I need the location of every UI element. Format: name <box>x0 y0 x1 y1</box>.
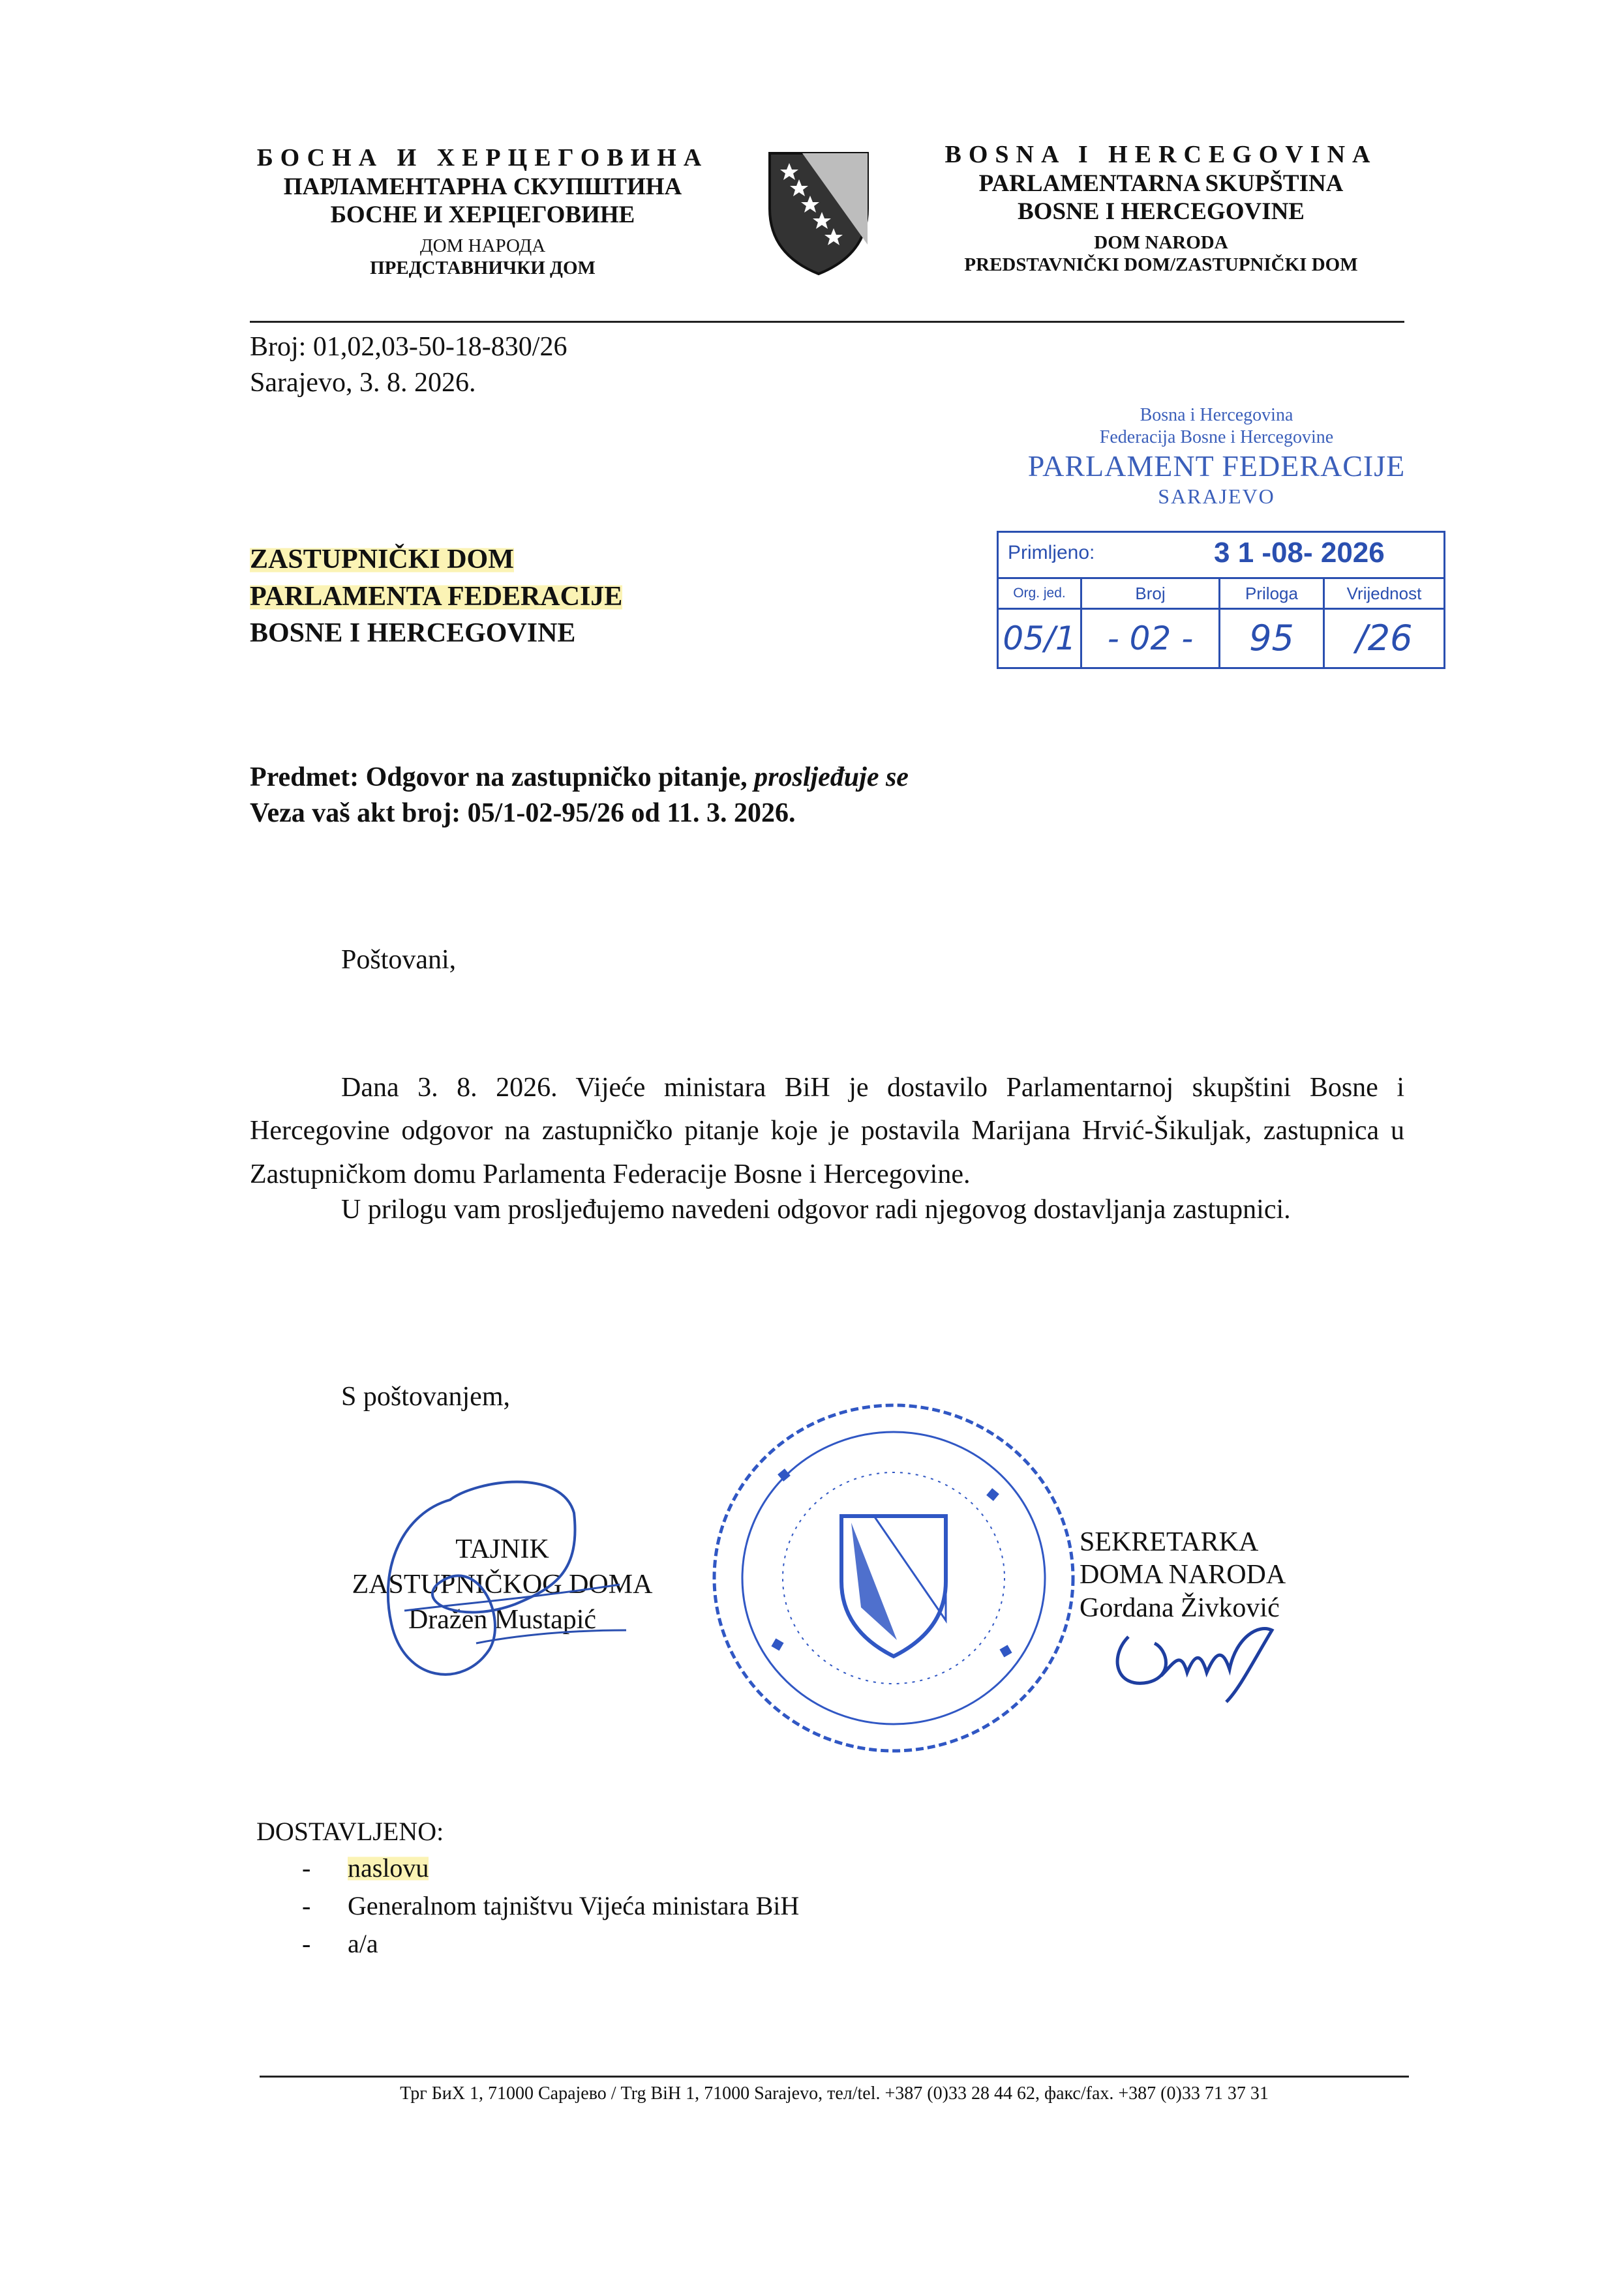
signature-left-title1: TAJNIK <box>455 1534 549 1564</box>
distribution-item: - naslovu <box>302 1853 429 1883</box>
header-left-line4: ДОМ НАРОДА <box>419 235 546 257</box>
reference-number: Broj: 01,02,03-50-18-830/26 <box>250 332 567 362</box>
subject-reference: Veza vaš akt broj: 05/1-02-95/26 od 11. 3. 2026. <box>250 798 796 829</box>
col-vrijednost: Vrijednost <box>1346 584 1422 603</box>
col-org: Org. jed. <box>999 579 1082 608</box>
recipient-line3: BOSNE I HERCEGOVINE <box>250 618 576 649</box>
signature-right-title2: DOMA NARODA <box>1080 1560 1286 1590</box>
recipient-line1: ZASTUPNIČKI DOM <box>250 544 514 574</box>
coat-of-arms-icon <box>763 147 874 277</box>
receipt-stamp-line4: SARAJEVO <box>1158 485 1275 509</box>
subject-label: Predmet: Odgovor na zastupničko pitanje, <box>250 762 755 792</box>
signature-right-name: Gordana Živković <box>1080 1592 1280 1623</box>
subject-block <box>250 760 909 832</box>
receipt-stamp-heading <box>1005 404 1428 509</box>
closing: S poštovanjem, <box>341 1382 510 1412</box>
footer-rule <box>260 2076 1409 2078</box>
distribution-list <box>302 1849 799 1963</box>
signature-right-scribble <box>1102 1611 1298 1708</box>
val-priloga: 95 <box>1220 610 1325 667</box>
header-right-line1: BOSNA I HERCEGOVINA <box>945 141 1378 168</box>
distribution-item-text: a/a <box>348 1928 378 1958</box>
body-paragraph-1 <box>250 1066 1404 1196</box>
recipient-block <box>250 541 622 652</box>
header-right-line2: PARLAMENTARNA SKUPŠTINA <box>978 170 1344 197</box>
receipt-stamp-line2: Federacija Bosne i Hercegovine <box>1099 426 1334 447</box>
header-left <box>241 143 724 280</box>
header-right-line4: DOM NARODA <box>1094 232 1228 254</box>
header-left-line2: ПАРЛАМЕНТАРНА СКУПШТИНА <box>283 173 682 200</box>
header-right-line3: BOSNE I HERCEGOVINE <box>1018 198 1305 226</box>
val-org: 05/1 <box>999 610 1082 667</box>
header-rule <box>250 321 1404 323</box>
col-broj: Broj <box>1082 579 1220 608</box>
received-label: Primljeno: <box>1008 542 1095 563</box>
body-paragraph-2-text: U prilogu vam prosljeđujemo navedeni odgovor radi njegovog dostavljanja zastupnici. <box>341 1195 1291 1225</box>
stamp-values <box>999 610 1443 667</box>
distribution-item-text: naslovu <box>348 1853 429 1883</box>
recipient-line2: PARLAMENTA FEDERACIJE <box>250 581 623 612</box>
receipt-stamp-line3: PARLAMENT FEDERACIJE <box>1027 449 1406 483</box>
receipt-stamp <box>997 531 1445 669</box>
official-seal-icon <box>701 1392 1086 1764</box>
stamp-column-headers <box>999 579 1443 610</box>
distribution-item: - Generalnom tajništvu Vijeća ministara BiH <box>302 1890 800 1920</box>
reference-place-date: Sarajevo, 3. 8. 2026. <box>250 368 476 398</box>
body-paragraph-1-text: Dana 3. 8. 2026. Vijeće ministara BiH je dostavilo Parlamentarnoj skupštini Bosne i Hercegovine odgovor na zastupničko pitanje koje je postavila Marijana Hrvić-Šikuljak, zastupnica u Zastupničkom domu Parlamenta Federacije Bosne i Hercegovine. <box>250 1073 1404 1189</box>
received-date: 3 1 -08- 2026 <box>1214 537 1385 569</box>
header-left-line3: БОСНЕ И ХЕРЦЕГОВИНЕ <box>330 201 635 229</box>
body-paragraph-2 <box>250 1188 1404 1231</box>
signature-left-title2: ZASTUPNIČKOG DOMA <box>352 1569 653 1600</box>
subject-label-italic: prosljeđuje se <box>754 762 909 792</box>
distribution-label: DOSTAVLJENO: <box>256 1817 444 1846</box>
header-right-line5: PREDSTAVNIČKI DOM/ZASTUPNIČKI DOM <box>964 254 1358 276</box>
val-broj: - 02 - <box>1082 610 1220 667</box>
receipt-stamp-line1: Bosna i Hercegovina <box>1140 405 1293 425</box>
received-row <box>999 533 1443 579</box>
signature-right <box>1080 1526 1286 1624</box>
footer-address: Трг БиХ 1, 71000 Сарајево / Trg BiH 1, 71000 Sarajevo, тел/tel. +387 (0)33 28 44 62, факс/fax. +387 (0)33 71 37 31 <box>400 2083 1269 2104</box>
header-left-line5: ПРЕДСТАВНИЧКИ ДОМ <box>370 258 596 279</box>
distribution <box>256 1815 799 1963</box>
header-left-line1: БОСНА И ХЕРЦЕГОВИНА <box>256 144 709 171</box>
distribution-item-text: Generalnom tajništvu Vijeća ministara BiH <box>348 1890 800 1920</box>
col-priloga: Priloga <box>1220 579 1325 608</box>
salutation: Poštovani, <box>341 945 457 975</box>
signature-left-scribble <box>365 1474 639 1708</box>
subject-line <box>250 760 909 796</box>
signature-left-name: Dražen Mustapić <box>408 1604 597 1635</box>
header-right <box>913 140 1409 276</box>
signature-right-title1: SEKRETARKA <box>1080 1527 1259 1557</box>
val-vrijednost: /26 <box>1355 618 1413 659</box>
distribution-item: - a/a <box>302 1928 378 1958</box>
reference-block <box>250 329 567 402</box>
